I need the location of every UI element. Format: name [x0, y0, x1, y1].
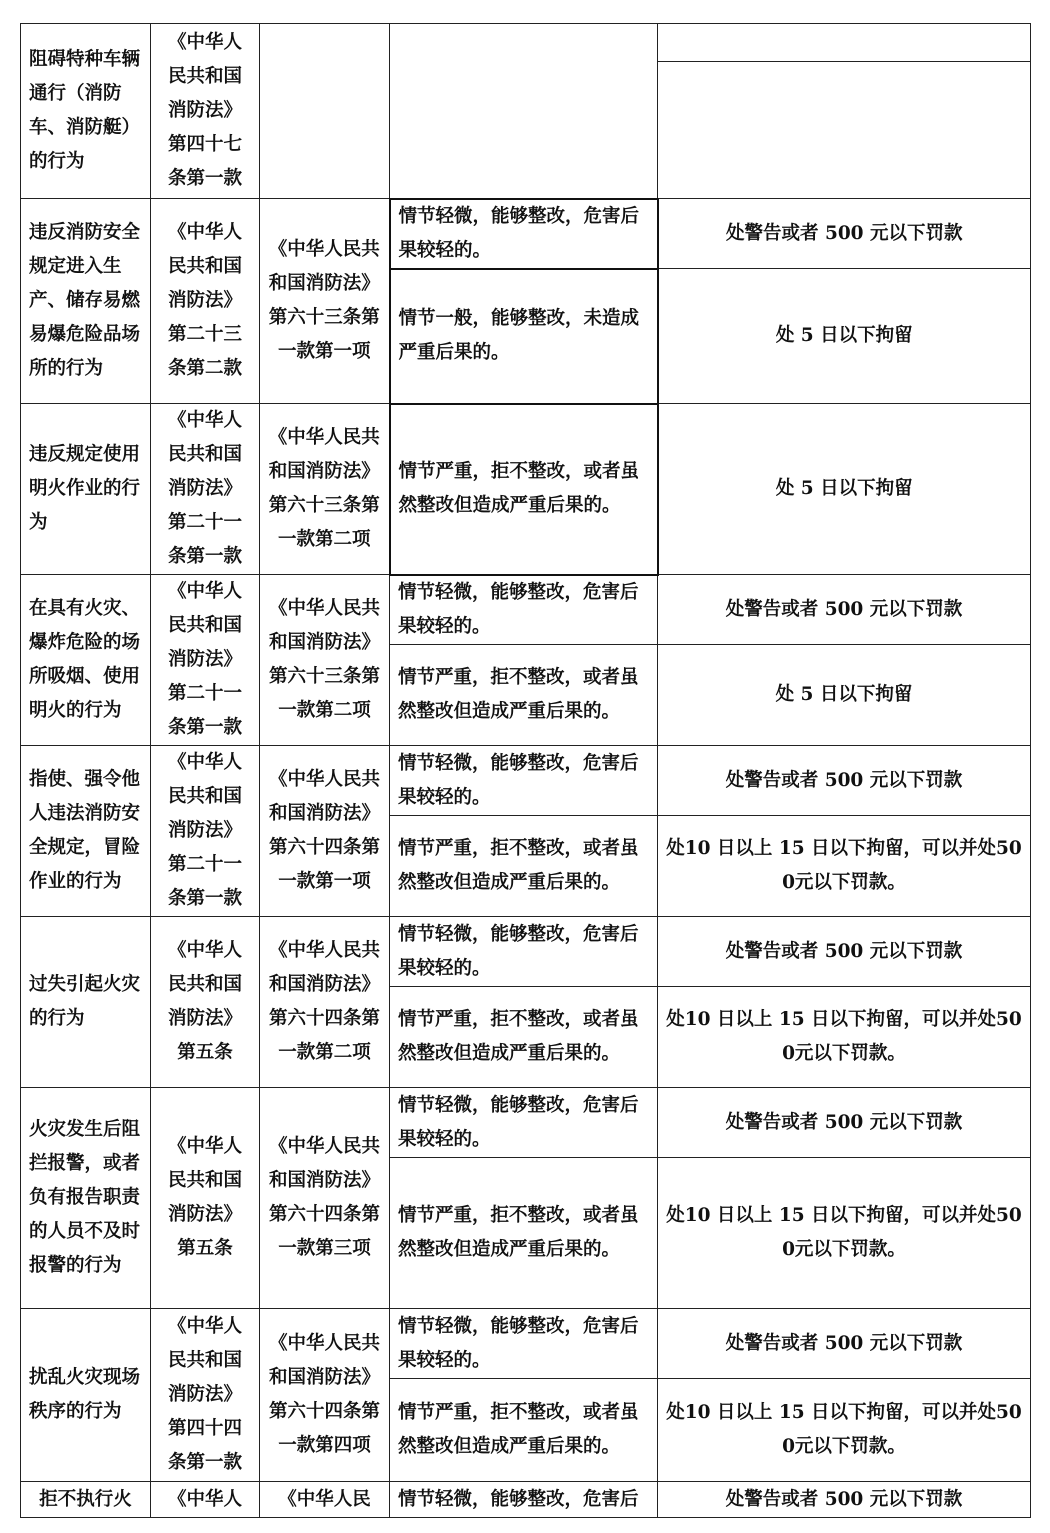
circumstance-cell: 情节轻微，能够整改，危害后果较轻的。 [390, 199, 658, 269]
legal-basis-cell: 《中华人民共和国消防法》第二十一条第一款 [151, 404, 260, 575]
circumstance-cell: 情节轻微，能够整改，危害后果较轻的。 [390, 575, 658, 645]
legal-basis-cell: 《中华人民共和国消防法》第四十四条第一款 [151, 1309, 260, 1482]
table-row [21, 199, 1031, 269]
legal-basis-cell: 《中华人民共和国消防法》第五条 [151, 1088, 260, 1309]
penalty-cell: 处警告或者 500 元以下罚款 [658, 199, 1031, 269]
penalty-basis-cell: 《中华人民共和国消防法》第六十三条第一款第一项 [260, 199, 390, 404]
legal-basis-cell: 《中华人民共和国消防法》第四十七条第一款 [151, 24, 260, 199]
penalty-cell: 处10 日以上 15 日以下拘留，可以并处500元以下罚款。 [658, 987, 1031, 1088]
act-cell: 指使、强令他人违法消防安全规定，冒险作业的行为 [21, 746, 151, 917]
circumstance-cell: 情节轻微，能够整改，危害后果较轻的。 [390, 1309, 658, 1379]
circumstance-cell: 情节轻微，能够整改，危害后果较轻的。 [390, 746, 658, 816]
penalty-cell: 处警告或者 500 元以下罚款 [658, 917, 1031, 987]
penalty-cell: 处警告或者 500 元以下罚款 [658, 1482, 1031, 1518]
penalty-basis-cell: 《中华人民共和国消防法》第六十四条第一款第二项 [260, 917, 390, 1088]
table-row [21, 1088, 1031, 1158]
legal-basis-cell: 《中华人民共和国消防法》第五条 [151, 917, 260, 1088]
legal-basis-cell: 《中华人民共和国消防法》第二十一条第一款 [151, 746, 260, 917]
penalty-cell: 处 5 日以下拘留 [658, 404, 1031, 575]
act-cell: 火灾发生后阻拦报警，或者负有报告职责的人员不及时报警的行为 [21, 1088, 151, 1309]
penalty-basis-cell: 《中华人民共和国消防法》第六十四条第一款第三项 [260, 1088, 390, 1309]
penalty-cell: 处10 日以上 15 日以下拘留，可以并处500元以下罚款。 [658, 816, 1031, 917]
table-row [21, 24, 1031, 62]
table-row [21, 575, 1031, 645]
legal-basis-cell: 《中华人民共和国消防法》第二十三条第二款 [151, 199, 260, 404]
circumstance-cell: 情节一般，能够整改，未造成严重后果的。 [390, 269, 658, 404]
penalty-cell: 处警告或者 500 元以下罚款 [658, 746, 1031, 816]
circumstance-cell: 情节严重，拒不整改，或者虽然整改但造成严重后果的。 [390, 1379, 658, 1482]
penalty-basis-cell: 《中华人民 [260, 1482, 390, 1518]
table-row [21, 1309, 1031, 1379]
penalty-standards-table [20, 23, 1031, 1518]
circumstance-cell: 情节严重，拒不整改，或者虽然整改但造成严重后果的。 [390, 645, 658, 746]
penalty-cell: 处10 日以上 15 日以下拘留，可以并处500元以下罚款。 [658, 1379, 1031, 1482]
act-cell: 过失引起火灾的行为 [21, 917, 151, 1088]
penalty-cell [658, 24, 1031, 62]
penalty-basis-cell: 《中华人民共和国消防法》第六十三条第一款第二项 [260, 575, 390, 746]
penalty-cell: 处10 日以上 15 日以下拘留，可以并处500元以下罚款。 [658, 1158, 1031, 1309]
act-cell: 在具有火灾、爆炸危险的场所吸烟、使用明火的行为 [21, 575, 151, 746]
penalty-basis-cell [260, 24, 390, 199]
legal-basis-cell: 《中华人 [151, 1482, 260, 1518]
table-row [21, 1482, 1031, 1518]
circumstance-cell [390, 24, 658, 199]
act-cell: 违反消防安全规定进入生产、储存易燃易爆危险品场所的行为 [21, 199, 151, 404]
penalty-cell: 处 5 日以下拘留 [658, 645, 1031, 746]
circumstance-cell: 情节轻微，能够整改，危害后果较轻的。 [390, 917, 658, 987]
circumstance-cell: 情节轻微，能够整改，危害后 [390, 1482, 658, 1518]
circumstance-cell: 情节严重，拒不整改，或者虽然整改但造成严重后果的。 [390, 987, 658, 1088]
circumstance-cell: 情节严重，拒不整改，或者虽然整改但造成严重后果的。 [390, 1158, 658, 1309]
table-row [21, 404, 1031, 575]
table-row [21, 746, 1031, 816]
penalty-cell: 处 5 日以下拘留 [658, 269, 1031, 404]
legal-basis-cell: 《中华人民共和国消防法》第二十一条第一款 [151, 575, 260, 746]
act-cell: 违反规定使用明火作业的行为 [21, 404, 151, 575]
table-row [21, 917, 1031, 987]
act-cell: 扰乱火灾现场秩序的行为 [21, 1309, 151, 1482]
penalty-cell: 处警告或者 500 元以下罚款 [658, 1309, 1031, 1379]
penalty-basis-cell: 《中华人民共和国消防法》第六十四条第一款第一项 [260, 746, 390, 917]
penalty-cell: 处警告或者 500 元以下罚款 [658, 575, 1031, 645]
penalty-cell: 处警告或者 500 元以下罚款 [658, 1088, 1031, 1158]
circumstance-cell: 情节严重，拒不整改，或者虽然整改但造成严重后果的。 [390, 404, 658, 575]
act-cell: 拒不执行火 [21, 1482, 151, 1518]
act-cell: 阻碍特种车辆通行（消防车、消防艇）的行为 [21, 24, 151, 199]
circumstance-cell: 情节严重，拒不整改，或者虽然整改但造成严重后果的。 [390, 816, 658, 917]
penalty-cell [658, 62, 1031, 199]
penalty-basis-cell: 《中华人民共和国消防法》第六十四条第一款第四项 [260, 1309, 390, 1482]
penalty-basis-cell: 《中华人民共和国消防法》第六十三条第一款第二项 [260, 404, 390, 575]
circumstance-cell: 情节轻微，能够整改，危害后果较轻的。 [390, 1088, 658, 1158]
